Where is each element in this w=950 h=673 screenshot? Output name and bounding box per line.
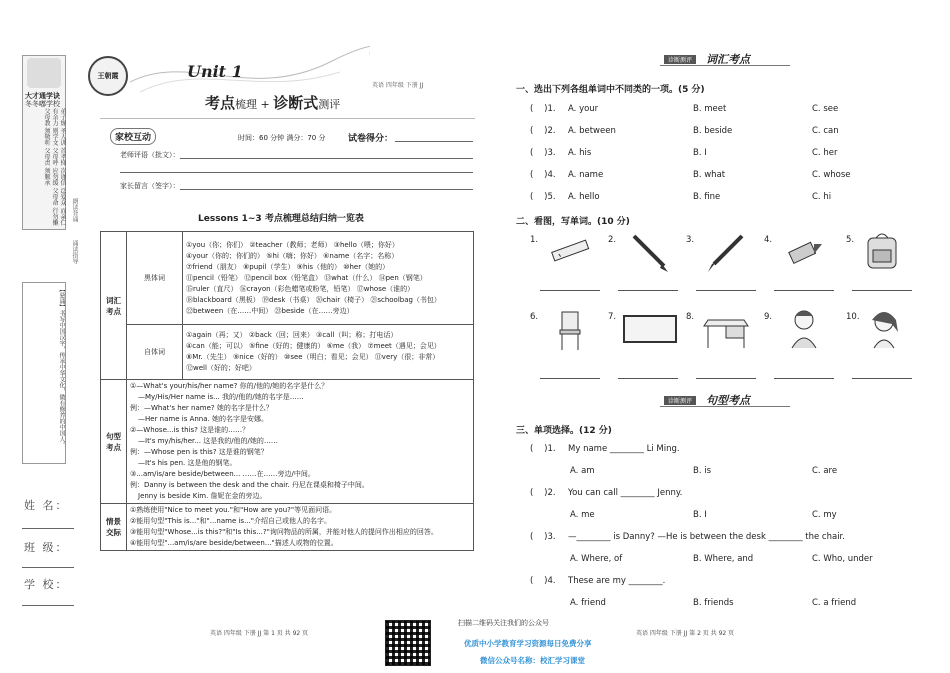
option-b: B. fine (693, 192, 721, 202)
list-item: —My/His/Her name is... 我的/他的/她的名字是…… (138, 393, 304, 401)
option-c: C. can (812, 126, 839, 136)
list-item: 例：—What's her name? 她的名字是什么？ (130, 404, 273, 412)
tag-small: 诊断测评 (664, 396, 696, 405)
list-item: ④能用句型"...am/is/are beside/between..."描述人或物的位置。 (130, 539, 338, 547)
girl-icon (862, 306, 906, 350)
self-words-label: 自体词 (127, 325, 183, 380)
bold-words-label: 黑体词 (127, 232, 183, 325)
pic-number: 6. (530, 312, 539, 322)
name-field[interactable] (22, 528, 74, 529)
pic-number: 5. (846, 235, 855, 245)
q3-stem-3 (530, 532, 845, 542)
option-c: C. hi (812, 192, 832, 202)
option-a: A. his (568, 148, 592, 158)
list-item: ③能用句型"Whose...is this?"和"Is this...?"询问物品的所属，并能对他人的提问作出相应的回答。 (130, 528, 438, 536)
list-item: 例：Danny is between the desk and the chair. 丹尼在课桌和椅子中间。 (130, 481, 369, 489)
list-item: ②—Whose...is this? 这是谁的……？ (130, 426, 250, 434)
option-b: B. what (693, 170, 726, 180)
paren[interactable]: ( )4. (530, 576, 556, 586)
question-stem: You can call ________ Jenny. (568, 488, 683, 498)
list-item: —Her name is Anna. 她的名字是安娜。 (138, 415, 268, 423)
option-a: A. hello (568, 192, 600, 202)
paren[interactable]: ( )1. (530, 104, 556, 114)
paren[interactable]: ( )4. (530, 170, 556, 180)
title-part-b: 梳理 + (235, 98, 274, 111)
paren[interactable]: ( )3. (530, 148, 556, 158)
option-b: B. is (693, 466, 712, 476)
footer-right: 英语 四年级 下册 JJ 第 2 页 共 92 页 (636, 630, 735, 637)
tag-title: 句型考点 (706, 394, 750, 407)
list-item: —It's my/his/her... 这是我的/他的/她的…… (138, 437, 278, 445)
sentence-category: 句型考点 (101, 380, 127, 504)
option-a: A. am (570, 466, 595, 476)
pen-icon (704, 230, 748, 274)
option-a: A. me (570, 510, 595, 520)
paren[interactable]: ( )1. (530, 444, 556, 454)
option-c: C. whose (812, 170, 851, 180)
strip-verse: 弟子规 圣人训 首孝悌 次谨信 泛爱众 而亲仁 有余力 则学文 父母呼 应勿缓 父母命 行勿懒 父母教 须敬听 父母责 须顺承 (43, 108, 66, 226)
answer-line[interactable] (774, 290, 834, 291)
option-c: C. see (812, 104, 839, 114)
option-b: B. meet (693, 104, 727, 114)
pic-number: 2. (608, 235, 617, 245)
vocab-section-tag (660, 53, 790, 66)
question-stem: These are my ________. (568, 576, 666, 586)
summary-table (100, 231, 474, 551)
option-c: C. are (812, 466, 838, 476)
score-field[interactable] (395, 141, 473, 142)
option-c: C. my (812, 510, 837, 520)
score-label: 试卷得分： (348, 134, 394, 144)
sentence-cell (127, 380, 474, 504)
option-b: B. Where, and (693, 554, 754, 564)
table-row (101, 325, 474, 380)
list-item: ⑮ruler（直尺） ⑯crayon（彩色蜡笔或粉笔，铅笔） ⑰whose（谁的） (186, 284, 415, 293)
paren[interactable]: ( )2. (530, 126, 556, 136)
list-item: ①熟练使用"Nice to meet you."和"How are you?"等见面问语。 (130, 506, 337, 514)
option-a: A. name (568, 170, 604, 180)
list-item: ⑱blackboard（黑板） ⑲desk（书桌） ⑳chair（椅子） ㉑schoolbag（书包） (186, 295, 441, 304)
unit-title: Unit 1 (187, 62, 243, 81)
self-words-cell (183, 325, 474, 380)
list-item: ⑦friend（朋友） ⑧pupil（学生） ⑨his（他的） ⑩her（她的） (186, 262, 390, 271)
situation-cell (127, 504, 474, 551)
list-item: —It's his pen. 这是他的钢笔。 (138, 459, 237, 467)
answer-line[interactable] (696, 290, 756, 291)
option-a: A. between (568, 126, 616, 136)
paren[interactable]: ( )2. (530, 488, 556, 498)
pic-number: 4. (764, 235, 773, 245)
section-2-title: 二、看图，写单词。(10 分) (516, 217, 630, 227)
q3-stem-4 (530, 576, 665, 586)
class-label: 班 级： (24, 541, 69, 554)
q1-row-4 (530, 170, 603, 180)
parent-comment-line[interactable] (180, 189, 473, 190)
pic-number: 7. (608, 312, 617, 322)
option-c: C. Who, under (812, 554, 873, 564)
strip-note: 【悬诵】书写中国汉字，传承中华文化，做有修养的中国人。 (58, 286, 65, 448)
interaction-tag: 家校互动 (110, 128, 156, 145)
table-row (101, 380, 474, 504)
option-a: A. your (568, 104, 599, 114)
school-field[interactable] (22, 605, 74, 606)
strip-vertical-1: 朗读背诵 (71, 198, 78, 222)
answer-line[interactable] (540, 290, 600, 291)
list-item: 例：—Whose pen is this? 这是谁的钢笔？ (130, 448, 268, 456)
strip-subtitle: 冬冬嘟学校 (25, 100, 60, 108)
name-label: 姓 名： (24, 499, 69, 512)
situation-category: 情景交际 (101, 504, 127, 551)
page-title (205, 92, 340, 113)
paren[interactable]: ( )3. (530, 532, 556, 542)
title-part-d: 测评 (318, 98, 341, 111)
ruler-icon (548, 230, 592, 274)
q1-row-1 (530, 104, 598, 114)
list-item: ①—What's your/his/her name? 你的/他的/她的名字是什么？ (130, 382, 329, 390)
schoolbag-icon (860, 228, 904, 272)
answer-line[interactable] (618, 378, 678, 379)
promo-line-1: 优质中小学教育学习资源每日免费分享 (464, 639, 592, 648)
list-item: ②能用句型"This is..."和"...name is..."介绍自己或他人的名字。 (130, 517, 331, 525)
list-item: ③...am/is/are beside/between... ……在……旁边/中间。 (130, 470, 315, 478)
brand-logo: 王朝霞 (88, 56, 128, 96)
list-item: ①you（你；你们） ②teacher（教师；老师） ③hello（喂；你好） (186, 240, 399, 249)
option-b: B. beside (693, 126, 733, 136)
chair-icon (548, 308, 592, 352)
crayon-icon (782, 230, 826, 274)
pic-number: 8. (686, 312, 695, 322)
answer-line[interactable] (618, 290, 678, 291)
list-item: ①again（再；又） ②back（回；回来） ③call（叫；称；打电话） (186, 331, 398, 340)
book-meta: 英语 四年级 下册 JJ (372, 82, 424, 89)
q1-row-3 (530, 148, 591, 158)
section-3-title: 三、单项选择。(12 分) (516, 426, 612, 436)
pencil-icon (626, 230, 670, 274)
summary-title: Lessons 1~3 考点梳理总结归纳一览表 (198, 214, 364, 224)
question-stem: —________ is Danny? —He is between the desk ________ the chair. (568, 532, 845, 542)
table-row (101, 232, 474, 325)
parent-comment-label: 家长留言（签字）： (120, 182, 180, 190)
teacher-comment-line-2[interactable] (120, 172, 473, 173)
q3-stem-1 (530, 444, 680, 454)
list-item: ⑫well（好的；好吧） (186, 364, 256, 373)
list-item: ④your（你的；你们的） ⑤hi（嗨；你好） ⑥name（名字；名称） (186, 251, 399, 260)
option-a: A. Where, of (570, 554, 623, 564)
list-item: Jenny is beside Kim. 詹妮在金的旁边。 (138, 492, 267, 500)
q3-stem-2 (530, 488, 682, 498)
strip-logo-image (27, 58, 61, 88)
list-item: ④can（能；可以） ⑤fine（好的；健康的） ⑥me（我） ⑦meet（遇见；会见） (186, 342, 441, 351)
promo-line-2: 微信公众号名称：校汇学习课堂 (480, 656, 585, 665)
title-part-c: 诊断式 (273, 94, 319, 112)
answer-line[interactable] (540, 378, 600, 379)
tag-small: 诊断测评 (664, 55, 696, 64)
blackboard-icon (622, 308, 678, 352)
option-c: C. her (812, 148, 838, 158)
question-stem: My name ________ Li Ming. (568, 444, 680, 454)
desk-icon (702, 308, 750, 352)
bold-words-cell (183, 232, 474, 325)
option-c: C. a friend (812, 598, 857, 608)
option-b: B. I (693, 148, 707, 158)
school-label: 学 校： (24, 578, 69, 591)
q1-row-2 (530, 126, 616, 136)
footer-left: 英语 四年级 下册 JJ 第 1 页 共 92 页 (210, 630, 309, 637)
qr-code[interactable] (385, 620, 431, 666)
pic-number: 3. (686, 235, 695, 245)
pic-number: 10. (846, 312, 860, 322)
teacher-comment-line[interactable] (180, 158, 473, 159)
option-b: B. friends (693, 598, 734, 608)
table-row (101, 504, 474, 551)
tag-title: 词汇考点 (706, 53, 750, 66)
pic-number: 9. (764, 312, 773, 322)
pic-number: 1. (530, 235, 539, 245)
list-item: ⑧Mr.（先生） ⑨nice（好的） ⑩see（明白；看见；会见） ⑪very（很；非常） (186, 353, 440, 362)
list-item: ㉒between（在……中间） ㉓beside（在……旁边） (186, 306, 354, 315)
list-item: ⑪pencil（铅笔） ⑫pencil box（铅笔盒） ⑬what（什么） ⑭pen（钢笔） (186, 273, 427, 282)
sentence-section-tag (660, 394, 790, 407)
qr-caption: 扫描二维码关注我们的公众号 (458, 619, 549, 627)
class-field[interactable] (22, 567, 74, 568)
teacher-icon (782, 306, 826, 350)
vocab-category: 词汇考点 (101, 232, 127, 380)
section-1-title: 一、选出下列各组单词中不同类的一项。(5 分) (516, 85, 705, 95)
teacher-comment-label: 老师评语（批文）： (120, 151, 180, 159)
time-info: 时间：60 分钟 满分：70 分 (238, 134, 326, 142)
title-part-a: 考点 (205, 94, 236, 112)
strip-title: 大才通学诀 (25, 92, 60, 100)
answer-line[interactable] (696, 378, 756, 379)
answer-line[interactable] (852, 378, 912, 379)
paren[interactable]: ( )5. (530, 192, 556, 202)
strip-vertical-2: 诵读指导 (71, 240, 78, 264)
option-a: A. friend (570, 598, 606, 608)
option-b: B. I (693, 510, 707, 520)
q1-row-5 (530, 192, 600, 202)
header-divider (100, 118, 475, 119)
answer-line[interactable] (774, 378, 834, 379)
answer-line[interactable] (852, 290, 912, 291)
